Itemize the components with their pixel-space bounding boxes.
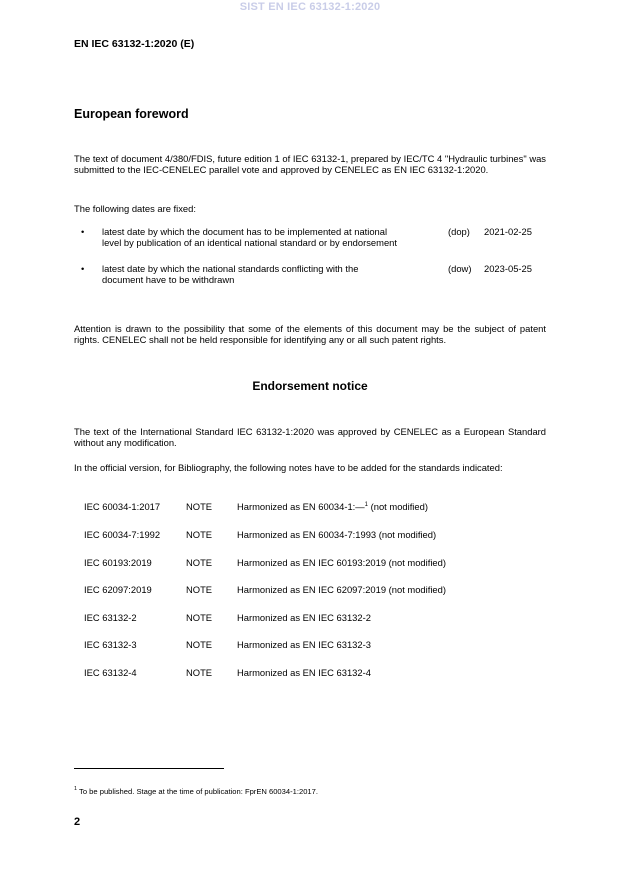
standard-reference: IEC 63132-3: [84, 639, 137, 650]
note-label: NOTE: [186, 612, 213, 623]
harmonized-suffix: (not modified): [368, 501, 428, 512]
document-header: EN IEC 63132-1:2020 (E): [74, 38, 195, 50]
date-item-line-1: latest date by which the national standards conflicting with the: [102, 263, 359, 274]
endorsement-title: Endorsement notice: [252, 379, 368, 393]
note-label: NOTE: [186, 584, 213, 595]
note-label: NOTE: [186, 667, 213, 678]
date-item-text: [102, 263, 437, 286]
foreword-paragraph-1: The text of document 4/380/FDIS, future edition 1 of IEC 63132-1, prepared by IEC/TC 4 "Hydraulic turbines" was submitted to the IEC-CENELEC parallel vote and approved by CENELEC as EN IEC 63132-1:2020.: [74, 153, 546, 176]
standard-reference: IEC 63132-2: [84, 612, 137, 623]
harmonized-text: Harmonized as EN IEC 60193:2019 (not modified): [237, 557, 446, 568]
date-value: 2021-02-25: [484, 226, 532, 237]
footnote-reference: 1: [364, 502, 369, 508]
date-item-line-2: level by publication of an identical national standard or by endorsement: [102, 237, 397, 249]
harmonized-text: Harmonized as EN IEC 62097:2019 (not modified): [237, 584, 446, 595]
note-label: NOTE: [186, 639, 213, 650]
harmonized-main: Harmonized as EN 60034-1:—: [237, 501, 365, 512]
date-code: (dow): [448, 263, 472, 274]
foreword-paragraph-2: The following dates are fixed:: [74, 203, 196, 214]
standard-reference: IEC 62097:2019: [84, 584, 152, 595]
standard-reference: IEC 60034-1:2017: [84, 501, 161, 512]
footnote-text: To be published. Stage at the time of publication: FprEN 60034-1:2017.: [77, 787, 318, 796]
harmonized-text: Harmonized as EN IEC 63132-3: [237, 639, 371, 650]
date-item-line-2: document have to be withdrawn: [102, 274, 235, 286]
date-value: 2023-05-25: [484, 263, 532, 274]
endorsement-paragraph-2: In the official version, for Bibliography, the following notes have to be added for the standards indicated:: [74, 462, 503, 473]
harmonized-text: Harmonized as EN IEC 63132-4: [237, 667, 371, 678]
date-code: (dop): [448, 226, 470, 237]
harmonized-text: [237, 501, 428, 512]
foreword-paragraph-3: Attention is drawn to the possibility that some of the elements of this document may be the subject of patent rights. CENELEC shall not be held responsible for identifying any or all such patent rights.: [74, 323, 546, 346]
page-number: 2: [74, 816, 81, 828]
foreword-title: European foreword: [74, 107, 189, 121]
endorsement-paragraph-1: The text of the International Standard IEC 63132-1:2020 was approved by CENELEC as a European Standard without any modification.: [74, 426, 546, 449]
note-label: NOTE: [186, 557, 213, 568]
footnote-separator: [74, 768, 224, 769]
standard-reference: IEC 60034-7:1992: [84, 529, 161, 540]
bullet-marker: •: [81, 263, 85, 274]
footnote: [74, 787, 318, 796]
note-label: NOTE: [186, 529, 213, 540]
harmonized-text: Harmonized as EN IEC 63132-2: [237, 612, 371, 623]
standard-reference: IEC 60193:2019: [84, 557, 152, 568]
harmonized-text: Harmonized as EN 60034-7:1993 (not modified): [237, 529, 437, 540]
note-label: NOTE: [186, 501, 213, 512]
standard-reference: IEC 63132-4: [84, 667, 137, 678]
footnote-marker: 1: [74, 786, 78, 792]
date-item-text: [102, 226, 437, 249]
date-item-line-1: latest date by which the document has to be implemented at national: [102, 226, 388, 237]
watermark: SIST EN IEC 63132-1:2020: [239, 1, 381, 13]
bullet-marker: •: [81, 226, 85, 237]
